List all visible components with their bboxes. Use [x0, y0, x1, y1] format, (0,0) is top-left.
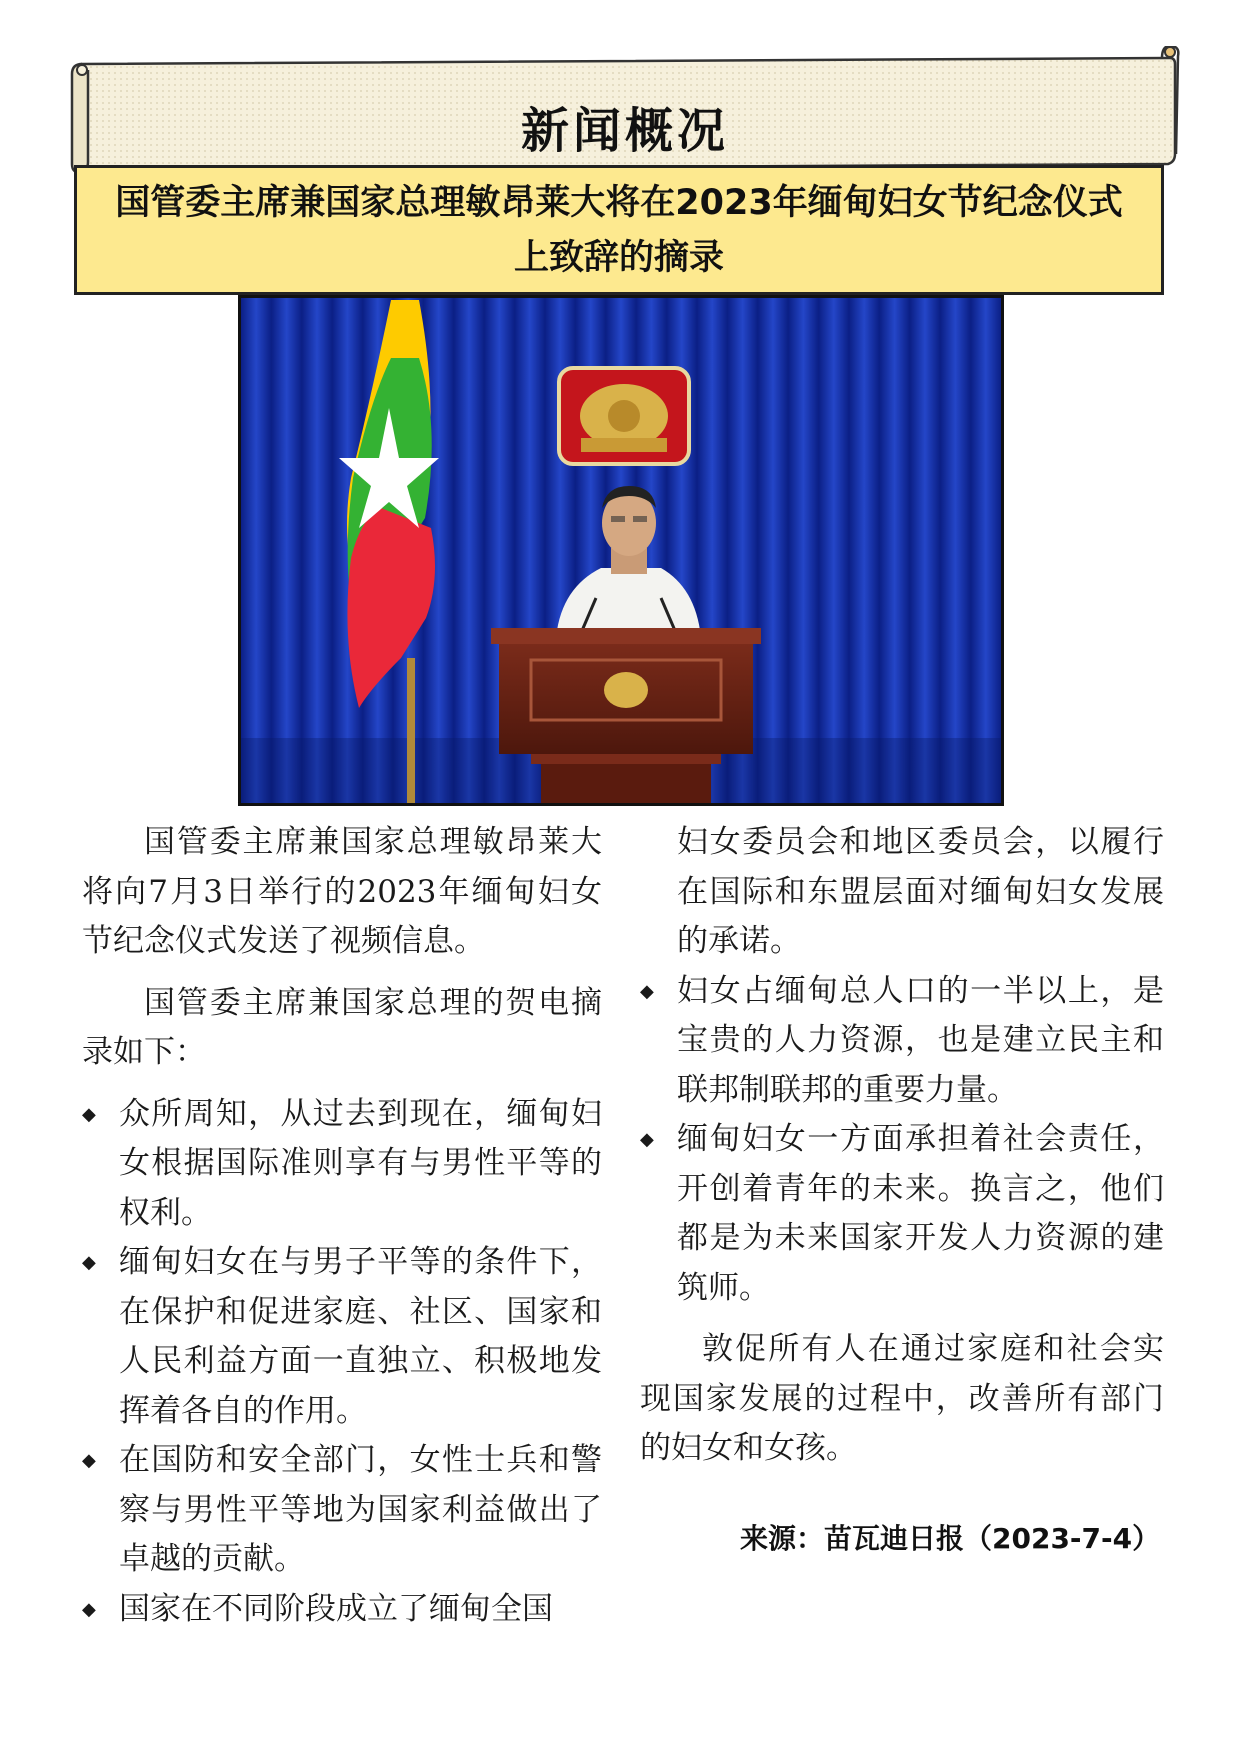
bullet-text: 妇女委员会和地区委员会，以履行在国际和东盟层面对缅甸妇女发展的承诺。 — [677, 824, 1164, 959]
source-credit: 来源：苗瓦迪日报（2023-7-4） — [740, 1522, 1161, 1555]
diamond-bullet-icon: ◆ — [82, 1252, 96, 1273]
headline-line-1: 国管委主席兼国家总理敏昂莱大将在2023年缅甸妇女节纪念仪式 — [115, 183, 1123, 223]
bullet-text: 缅甸妇女一方面承担着社会责任，开创着青年的未来。换言之，他们都是为未来国家开发人力资源的建筑师。 — [677, 1121, 1164, 1306]
bullet-item — [640, 967, 1164, 1116]
article-column-left — [82, 818, 602, 1634]
diamond-bullet-icon: ◆ — [640, 1129, 654, 1150]
article-closing-paragraph: 敦促所有人在通过家庭和社会实现国家发展的过程中，改善所有部门的妇女和女孩。 — [640, 1331, 1164, 1466]
article-paragraph-1: 国管委主席兼国家总理敏昂莱大将向7月3日举行的2023年缅甸妇女节纪念仪式发送了视频信息。 — [82, 824, 602, 959]
bullet-continuation — [640, 818, 1164, 967]
state-emblem — [559, 368, 689, 464]
speech-photo — [238, 295, 1004, 806]
bullet-text: 在国防和安全部门，女性士兵和警察与男性平等地为国家利益做出了卓越的贡献。 — [119, 1442, 602, 1577]
headline-line-2: 上致辞的摘录 — [513, 238, 724, 278]
banner-title: 新闻概况 — [520, 103, 729, 159]
bullet-item — [82, 1090, 602, 1239]
article-column-right — [640, 818, 1164, 1474]
bullet-item — [82, 1238, 602, 1436]
bullet-text: 国家在不同阶段成立了缅甸全国 — [119, 1590, 553, 1627]
bullet-text: 缅甸妇女在与男子平等的条件下，在保护和促进家庭、社区、国家和人民利益方面一直独立、积极地发挥着各自的作用。 — [119, 1244, 602, 1429]
scroll-banner — [70, 46, 1180, 176]
diamond-bullet-icon: ◆ — [640, 980, 654, 1002]
article-paragraph-2: 国管委主席兼国家总理的贺电摘录如下： — [82, 984, 602, 1070]
diamond-bullet-icon: ◆ — [82, 1450, 96, 1471]
bullet-item — [82, 1585, 602, 1635]
diamond-bullet-icon: ◆ — [82, 1598, 96, 1620]
bullet-item — [82, 1436, 602, 1585]
diamond-bullet-icon: ◆ — [82, 1103, 96, 1125]
speech-photo-illustration — [241, 298, 1001, 803]
bullet-item — [640, 1115, 1164, 1313]
headline-box — [74, 165, 1164, 295]
bullet-text: 妇女占缅甸总人口的一半以上，是宝贵的人力资源，也是建立民主和联邦制联邦的重要力量。 — [677, 972, 1164, 1108]
bullet-text: 众所周知，从过去到现在，缅甸妇女根据国际准则享有与男性平等的权利。 — [119, 1095, 602, 1231]
